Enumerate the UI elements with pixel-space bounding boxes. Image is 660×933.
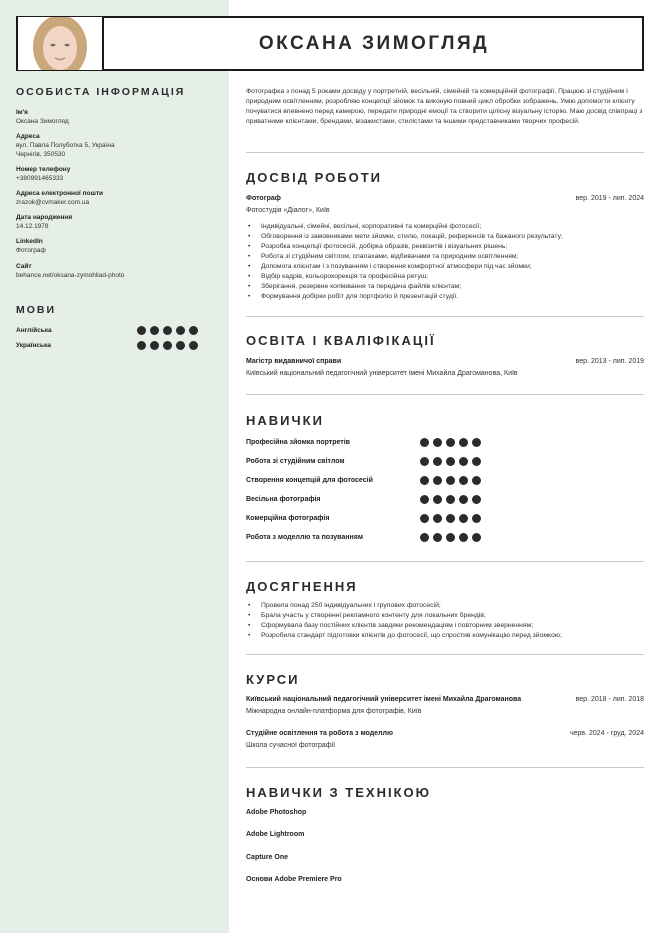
list-item: • Допомога клієнтам і з позуванням і створення комфортної атмосфери під час зйомки; bbox=[246, 262, 644, 272]
rating-dot bbox=[472, 438, 481, 447]
skill-name: Весільна фотографія bbox=[246, 496, 321, 503]
field-value[interactable]: behance.net/oksana-zymohliad-photo bbox=[16, 272, 125, 279]
list-item: • Провела понад 250 індивідуальних і групових фотосесій; bbox=[246, 601, 644, 611]
course-provider: Міжнародна онлайн-платформа для фотографів, Київ bbox=[246, 708, 422, 715]
rating-dot bbox=[150, 341, 159, 350]
education-heading: ОСВІТА І КВАЛІФІКАЦІЇ bbox=[246, 333, 436, 348]
skill-name: Комерційна фотографія bbox=[246, 515, 330, 522]
rating-dot bbox=[189, 326, 198, 335]
rating-dot bbox=[446, 495, 455, 504]
rating-dot bbox=[150, 326, 159, 335]
skill-row bbox=[246, 438, 496, 448]
rating-dot bbox=[420, 457, 429, 466]
skill-level-dots bbox=[420, 457, 481, 466]
tech-skill-item: Adobe Photoshop bbox=[246, 809, 307, 816]
skill-name: Створення концепцій для фотосесій bbox=[246, 477, 373, 484]
list-item: • Сформувала базу постійних клієнтів завдяки рекомендаціям і повторним зверненням; bbox=[246, 621, 644, 631]
language-row bbox=[16, 341, 206, 351]
language-name: Українська bbox=[16, 342, 51, 349]
course-date: черв. 2024 - груд. 2024 bbox=[569, 730, 644, 737]
rating-dot bbox=[433, 457, 442, 466]
rating-dot bbox=[472, 457, 481, 466]
rating-dot bbox=[459, 438, 468, 447]
language-level-dots bbox=[137, 326, 198, 335]
list-item: • Формування добірки робіт для портфоліо й презентацій студії. bbox=[246, 292, 644, 302]
rating-dot bbox=[459, 457, 468, 466]
rating-dot bbox=[433, 438, 442, 447]
rating-dot bbox=[433, 514, 442, 523]
skill-name: Професійна зйомка портретів bbox=[246, 439, 350, 446]
rating-dot bbox=[433, 476, 442, 485]
list-item: • Робота зі студійним світлом, спалахами, відбивачами та природним освітленням; bbox=[246, 252, 644, 262]
list-item: • Обговорення із замовниками мети зйомки, стилю, локацій, референсів та бажаного результату; bbox=[246, 232, 644, 242]
rating-dot bbox=[163, 326, 172, 335]
field-label: LinkedIn bbox=[16, 238, 43, 245]
field-label: Ім'я bbox=[16, 109, 28, 116]
course-date: вер. 2018 - лип. 2018 bbox=[575, 696, 644, 703]
language-name: Англійська bbox=[16, 327, 52, 334]
rating-dot bbox=[446, 476, 455, 485]
rating-dot bbox=[459, 476, 468, 485]
field-linkedin bbox=[16, 237, 216, 255]
section-divider bbox=[246, 561, 644, 562]
degree-school: Київський національний педагогічний університет імені Михайла Драгоманова, Київ bbox=[246, 370, 518, 377]
job-company: Фотостудія «Діалог», Київ bbox=[246, 207, 330, 214]
field-website bbox=[16, 262, 216, 280]
skill-row bbox=[246, 495, 496, 505]
field-email bbox=[16, 189, 216, 207]
rating-dot bbox=[137, 326, 146, 335]
rating-dot bbox=[446, 533, 455, 542]
skill-row bbox=[246, 457, 496, 467]
rating-dot bbox=[420, 533, 429, 542]
field-label: Адреса електронної пошти bbox=[16, 190, 104, 197]
tech-skills-heading: НАВИЧКИ З ТЕХНІКОЮ bbox=[246, 785, 432, 800]
rating-dot bbox=[459, 495, 468, 504]
field-label: Сайт bbox=[16, 263, 32, 270]
skill-name: Робота з моделлю та позуванням bbox=[246, 534, 364, 541]
field-value[interactable]: zrazok@cvmaker.com.ua bbox=[16, 199, 90, 206]
degree-title: Магістр видавничої справи bbox=[246, 358, 342, 365]
rating-dot bbox=[433, 495, 442, 504]
language-row bbox=[16, 326, 206, 336]
job-duties-list bbox=[246, 222, 644, 302]
list-item: • Відбір кадрів, кольорокорекція та професійна ретуш; bbox=[246, 272, 644, 282]
rating-dot bbox=[446, 457, 455, 466]
course-provider: Школа сучасної фотографії bbox=[246, 742, 336, 749]
field-value: Оксана Зимогляд bbox=[16, 118, 69, 125]
achievements-heading: ДОСЯГНЕННЯ bbox=[246, 579, 358, 594]
degree-date: вер. 2013 - лип. 2019 bbox=[575, 358, 644, 365]
list-item: • Індивідуальні, сімейні, весільні, корпоративні та комерційні фотосесії; bbox=[246, 222, 644, 232]
field-value: +380991465333 bbox=[16, 175, 64, 182]
rating-dot bbox=[163, 341, 172, 350]
job-title: Фотограф bbox=[246, 195, 281, 202]
section-divider bbox=[246, 152, 644, 153]
skill-level-dots bbox=[420, 514, 481, 523]
section-divider bbox=[246, 394, 644, 395]
tech-skill-item: Основи Adobe Premiere Pro bbox=[246, 876, 342, 883]
rating-dot bbox=[459, 514, 468, 523]
courses-heading: КУРСИ bbox=[246, 672, 300, 687]
language-level-dots bbox=[137, 341, 198, 350]
rating-dot bbox=[472, 476, 481, 485]
languages-heading: МОВИ bbox=[16, 304, 57, 316]
field-label: Адреса bbox=[16, 133, 40, 140]
rating-dot bbox=[420, 476, 429, 485]
field-phone bbox=[16, 165, 216, 183]
rating-dot bbox=[472, 533, 481, 542]
section-divider bbox=[246, 767, 644, 768]
rating-dot bbox=[459, 533, 468, 542]
rating-dot bbox=[420, 495, 429, 504]
profile-summary: Фотографка з понад 5 роками досвіду у портретній, весільній, сімейній та комерційній фотографії. Працюю зі студійним і природним освітленням, розробляю концепції зйомок та виконую повний цикл обробки зображень. Умію допомогти клієнту почуватися впевнено перед камерою, передати природні емоції та створити цілісну візуальну історію. Маю досвід співпраці з приватними клієнтами, брендами, візажистами, стилістами та іншими представниками творчих професій. bbox=[246, 88, 643, 125]
tech-skill-item: Capture One bbox=[246, 854, 289, 861]
section-divider bbox=[246, 316, 644, 317]
portrait-image bbox=[18, 17, 102, 70]
field-birthdate bbox=[16, 213, 216, 231]
personal-info-heading: ОСОБИСТА ІНФОРМАЦІЯ bbox=[16, 86, 186, 98]
list-item: • Розробка концепції фотосесій, добірка образів, реквізитів і візуальних рішень; bbox=[246, 242, 644, 252]
tech-skill-item: Adobe Lightroom bbox=[246, 831, 305, 838]
rating-dot bbox=[420, 514, 429, 523]
list-item: • Брала участь у створенні рекламного контенту для локальних брендів; bbox=[246, 611, 644, 621]
rating-dot bbox=[472, 495, 481, 504]
achievements-list bbox=[246, 601, 644, 641]
rating-dot bbox=[446, 438, 455, 447]
skills-heading: НАВИЧКИ bbox=[246, 413, 324, 428]
job-date: вер. 2019 - лип. 2024 bbox=[575, 195, 644, 202]
field-label: Номер телефону bbox=[16, 166, 71, 173]
field-value[interactable]: Фотограф bbox=[16, 247, 46, 254]
experience-heading: ДОСВІД РОБОТИ bbox=[246, 170, 382, 185]
skill-name: Робота зі студійним світлом bbox=[246, 458, 345, 465]
rating-dot bbox=[446, 514, 455, 523]
skill-level-dots bbox=[420, 438, 481, 447]
rating-dot bbox=[176, 326, 185, 335]
course-title: Київський національний педагогічний університет імені Михайла Драгоманова bbox=[246, 696, 522, 703]
list-item: • Розробила стандарт підготовки клієнтів до фотосесії, що спростив комунікацію перед зйомкою; bbox=[246, 631, 644, 641]
skill-level-dots bbox=[420, 495, 481, 504]
rating-dot bbox=[420, 438, 429, 447]
field-value: вул. Павла Полуботка 5, Україна bbox=[16, 142, 115, 149]
skill-row bbox=[246, 533, 496, 543]
skill-level-dots bbox=[420, 476, 481, 485]
rating-dot bbox=[137, 341, 146, 350]
course-title: Студійне освітлення та робота з моделлю bbox=[246, 730, 393, 737]
skill-row bbox=[246, 514, 496, 524]
skill-row bbox=[246, 476, 496, 486]
candidate-name: ОКСАНА ЗИМОГЛЯД bbox=[258, 33, 490, 54]
field-label: Дата народження bbox=[16, 214, 73, 221]
field-address bbox=[16, 132, 216, 159]
rating-dot bbox=[189, 341, 198, 350]
field-name bbox=[16, 108, 216, 126]
rating-dot bbox=[176, 341, 185, 350]
list-item: • Зберігання, резервне копіювання та передача файлів клієнтам; bbox=[246, 282, 644, 292]
rating-dot bbox=[472, 514, 481, 523]
rating-dot bbox=[433, 533, 442, 542]
skill-level-dots bbox=[420, 533, 481, 542]
profile-photo bbox=[18, 17, 102, 70]
section-divider bbox=[246, 654, 644, 655]
field-value: 14.12.1978 bbox=[16, 223, 49, 230]
field-value: Чернігів, 350530 bbox=[16, 151, 66, 158]
